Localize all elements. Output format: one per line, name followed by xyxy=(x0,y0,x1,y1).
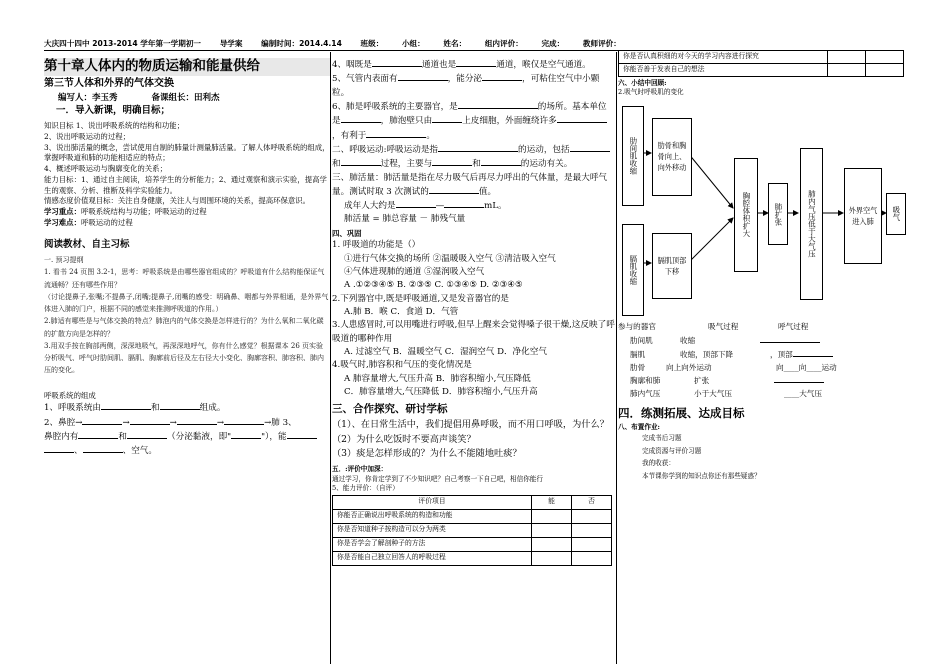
goal-item: 知识目标 1、说出呼吸系统的结构和功能； xyxy=(44,121,185,131)
homework-item: 完成资源与评价习题 xyxy=(642,446,702,455)
consolidate-q1-choices: A .①②③④⑤ B. ②③⑤ C. ①③④⑤ D. ②③④⑤ xyxy=(344,280,523,291)
goal-item: 2、说出呼吸运动的过程； xyxy=(44,131,131,141)
header-group: 小组： xyxy=(401,39,425,48)
ability-title: 5、能力评价：（自评） xyxy=(332,484,399,493)
consolidate-q4-choices: C．肺容量增大,气压降低 D．肺容积缩小,气压升高 xyxy=(344,386,538,397)
cooperate-title: 三、合作探究、研讨学标 xyxy=(332,403,448,416)
flow-air-enters: 外界空气进入肺 xyxy=(844,168,882,264)
cooperate-q1: （1）、在日常生活中，我们提倡用鼻呼吸，而不用口呼吸，为什么？ xyxy=(332,419,609,431)
table-row: 你是否学会了解剖种子的方法 xyxy=(333,537,612,551)
consolidate-q4: 4.吸气时,肺容积和气压的变化情况是 xyxy=(332,360,472,371)
column-middle xyxy=(332,58,615,663)
table-row: 你是否知道种子按构造可以分为两类 xyxy=(333,523,612,537)
goal-item: 4、概述呼吸运动与胸廓变化的关系； xyxy=(44,164,167,174)
evaluation-title: 五．:评价中加深： xyxy=(332,465,388,474)
preview-q1-note: （讨论提鼻子,张嘴;不提鼻子,闭嘴;提鼻子,闭嘴的感受：明确鼻、咽都与外界相通，是外界气体进入肺的门户，根据不同的感觉来推测呼吸道的作用。） xyxy=(44,292,329,314)
header-date: 编制时间：2014.4.14 xyxy=(261,39,342,48)
list-item: 胸廓和肺 扩张 xyxy=(618,374,908,388)
flow-chest-expand: 胸腔体积扩大 xyxy=(734,158,758,272)
respiration-summary: 参与的器官 吸气过程 呼气过程 肋间肌 收缩 膈肌 收缩，顶部下降 ，顶部 肋骨 向上向外运动 向____向____运动 胸廓和肺 扩张 肺内气压 小于大气压 ____大气压 xyxy=(618,321,908,401)
homework-item: 完成书后习题 xyxy=(642,434,682,443)
consolidate-q2: 2.下列器官中,既是呼吸通道,又是发音器官的是 xyxy=(332,293,509,304)
preview-q2: 2.肺适有哪些是与气体交换的特点？肺泡内的气体交换是怎样进行的？为什么氧和二氧化碳的扩散方向是怎样的？ xyxy=(44,317,324,338)
evaluation-table-continued xyxy=(618,50,904,77)
consolidate-q4-choices: A 肺容量增大,气压升高 B．肺容积缩小,气压降低 xyxy=(344,373,531,384)
table-header: 否 xyxy=(572,495,612,509)
preview-q1: 1. 看书 24 页图 3.2-1，思考：呼吸系统是由哪些器官组成的？呼吸道有什么结构能保证气流通畅？还有哪些作用？ xyxy=(44,268,325,289)
consolidate-q1-options: ①进行气体交换的场所 ②温暖吸入空气 ③清洁吸入空气 xyxy=(344,253,556,264)
column-right xyxy=(618,50,908,663)
consolidate-title: 四、巩固 xyxy=(332,228,362,238)
flow-diaphragm-down: 膈肌顶部下移 xyxy=(652,233,692,299)
preview-label: 一. 预习提纲 xyxy=(44,256,84,265)
summary-title: 六、小结中回顾: xyxy=(618,78,667,87)
goal-item: 情感态度价值观目标：关注自身健康，关注人与周围环境的关系，提高环保意识。 xyxy=(44,196,311,206)
header-complete: 完成： xyxy=(541,39,565,48)
composition-q1: 1、呼吸系统由 和 组成。 xyxy=(44,403,226,414)
flow-pressure-low: 肺内气压低于大气压 xyxy=(800,148,823,300)
header-class: 班级： xyxy=(360,39,384,48)
preview-q3: 3.用双手按在胸部两侧，深深地吸气，再深深地呼气，你有什么感觉？根据课本 26 页实验分析吸气、呼气时肋间肌、膈肌、胸廓前后径及左右径大小变化、胸廓容积、肺容积、肺内压的变化。 xyxy=(44,341,324,375)
goal-item: 3、说出肺活量的概念，尝试使用自制的肺量计测量肺活量。了解人体呼吸系统的组成，掌握呼吸道和肺的功能相适应的特点； xyxy=(44,142,330,163)
summary-subtitle: 2.吸气时呼吸肌的变化 xyxy=(618,88,684,97)
evaluation-table xyxy=(332,495,612,566)
homework-title: 八、布置作业: xyxy=(618,422,660,431)
consolidate-q1-options: ④气体进现肺的通道 ⑤湿润吸入空气 xyxy=(344,267,485,278)
table-row: 你能否正确说出呼吸系统的构造和功能 xyxy=(333,509,612,523)
composition-q3: 鼻腔内有 和 （分泌黏液，即" "），能 xyxy=(44,430,330,444)
consolidate-q2-choices: A.肺 B．喉 C．食道 D．气管 xyxy=(344,307,459,318)
flow-intercostal-contract: 肋间肌收缩 xyxy=(622,106,644,206)
vital-capacity: 三、肺活量：肺活量是指在尽力吸气后再尽力呼出的气体量，是最大呼气量。测试时取 3 次测试的 值。 xyxy=(332,172,608,197)
header-doc-type: 导学案 xyxy=(219,39,243,48)
section-title: 第三节人体和外界的气体交换 xyxy=(44,77,174,89)
list-item: 肋骨 向上向外运动 向____向____运动 xyxy=(630,362,837,372)
flow-diaphragm-contract: 膈肌收缩 xyxy=(622,224,644,316)
consolidate-q3-choices: A. 过滤空气 B．温暖空气 C．湿润空气 D．净化空气 xyxy=(344,346,547,357)
q4: 4、咽既是 通道也是 通道，喉仅是空气通道。 xyxy=(332,60,591,70)
list-item: 肋间肌 收缩 xyxy=(618,334,908,348)
composition-q4: 、 、空气。 xyxy=(44,444,330,458)
column-divider xyxy=(616,52,617,664)
q5: 5、气管内表面有 ，能分泌 ，可粘住空气中小颗粒。 xyxy=(332,74,600,98)
list-item: 肺内气压 小于大气压 ____大气压 xyxy=(630,389,822,399)
header-group-eval: 组内评价： xyxy=(484,39,523,48)
read-title: 阅读教材、自主习标 xyxy=(44,239,130,251)
table-row: 你是否认真积细的对今天的学习内容进行探究 xyxy=(619,51,904,64)
column-left xyxy=(44,58,330,663)
consolidate-q3: 3.人患感冒时,可以用嘴进行呼吸,但早上醒来会觉得嗓子很干燥,这反映了呼吸道的哪种作用 xyxy=(332,320,615,344)
homework-item: 本节课你学到的知识点你还有那些疑惑？ xyxy=(642,471,761,480)
column-divider xyxy=(330,52,331,664)
vital-capacity-adult: 成年人大约是 — mL。 xyxy=(344,201,507,212)
authors: 编写人：李玉秀 备课组长：田利杰 xyxy=(58,93,220,104)
cooperate-q2: （2）为什么吃饭时不要高声谈笑？ xyxy=(332,433,476,445)
q6: 6、肺是呼吸系统的主要器官，是 的场所。基本单位是 ，肺泡壁只由 上皮细胞，外面缠绕许多，有利于 。 xyxy=(332,101,607,141)
inhale-flowchart xyxy=(618,98,908,313)
key-label: 学习重点： xyxy=(44,207,81,216)
table-header: 评价项目 xyxy=(333,495,532,509)
difficulty-label: 学习难点： xyxy=(44,217,81,227)
list-item: 膈肌 收缩，顶部下降 ，顶部 xyxy=(618,348,908,362)
composition-q2: 2、鼻腔→ → → → →肺 3、 xyxy=(44,417,297,428)
evaluation-text: 通过学习，你肯定学到了不少知识吧？自己考察一下自己吧，相信你能行 xyxy=(332,474,543,483)
flow-inhale: 吸气 xyxy=(886,193,906,235)
table-header: 能 xyxy=(532,495,572,509)
difficulty-text: 呼吸运动的过程 xyxy=(80,217,133,227)
chapter-title: 第十章人体内的物质运输和能量供给 xyxy=(44,58,330,76)
table-row: 你是否能自己独立回答人的呼吸过程 xyxy=(333,551,612,565)
flow-ribs-up: 肋骨和胸骨向上、向外移动 xyxy=(652,118,692,196)
header-school: 大庆四十四中 2013-2014 学年第一学期初一 xyxy=(44,39,202,48)
goal-item: 能力目标：1、通过自主阅读，培养学生的分析能力；2、通过观察和演示实验，提高学生的观察、分析、推断及科学实验能力。 xyxy=(44,174,327,195)
table-row: 你能否善于发表自己的想法 xyxy=(619,63,904,76)
flow-lung-expand: 肺扩张 xyxy=(768,183,788,245)
header-teacher-eval: 教师评价： xyxy=(582,39,621,48)
composition-title: 呼吸系统的组成 xyxy=(44,390,96,400)
homework-item: 我的收获： xyxy=(642,459,675,468)
breathing-movement: 二、呼吸运动:呼吸运动是指 的运动，包括和 过程，主要与 和 的运动有关。 xyxy=(332,143,615,172)
practice-title: 四．练测拓展、达成目标 xyxy=(618,406,745,421)
header-name: 姓名： xyxy=(443,39,467,48)
goal-title: 一．导入新课，明确目标； xyxy=(56,105,171,117)
cooperate-q3: （3）痰是怎样形成的？为什么不能随地吐痰？ xyxy=(332,447,522,459)
consolidate-q1: 1. 呼吸道的功能是（） xyxy=(332,240,421,251)
vital-capacity-formula: 肺活量 = 肺总容量 － 肺残气量 xyxy=(344,214,466,225)
key-text: 呼吸系统结构与功能；呼吸运动的过程 xyxy=(80,207,207,216)
